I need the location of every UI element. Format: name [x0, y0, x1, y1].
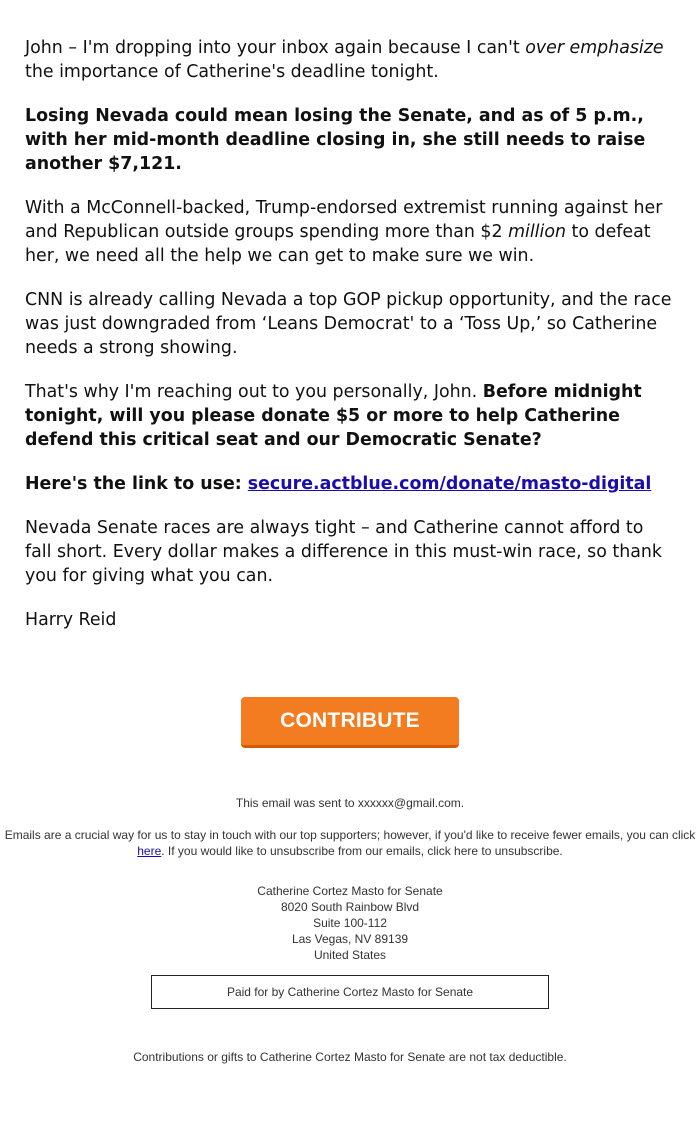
paragraph-intro: John – I'm dropping into your inbox again because I can't over emphasize the importance of Catherine's deadline tonight.: [25, 38, 664, 82]
address-line: Suite 100-112: [313, 916, 387, 930]
address-line: Las Vegas, NV 89139: [291, 932, 409, 946]
fewer-emails-link[interactable]: here: [137, 844, 162, 858]
tax-deductible-notice: Contributions or gifts to Catherine Cortez Masto for Senate are not tax deductible.: [133, 1050, 567, 1064]
paragraph-deadline: Losing Nevada could mean losing the Senate, and as of 5 p.m., with her mid-month deadline closing in, she still needs to raise another $7,121.: [25, 106, 646, 174]
paragraph-closing: Nevada Senate races are always tight – and Catherine cannot afford to fall short. Every dollar makes a difference in this must-win race, so thank you for giving what you can.: [25, 518, 662, 586]
address-line: United States: [313, 948, 387, 962]
footer-email-notice: Emails are a crucial way for us to stay in touch with our top supporters; however, if you'd like to receive fewer emails, you can click here. If you would like to unsubscribe from our emails, click here to unsubscribe.: [4, 828, 696, 858]
address-line: Catherine Cortez Masto for Senate: [257, 884, 443, 898]
paragraph-ask: That's why I'm reaching out to you personally, John. Before midnight tonight, will you please donate $5 or more to help Catherine defend this critical seat and our Democratic Senate?: [25, 382, 642, 450]
paid-for-disclaimer: Paid for by Catherine Cortez Masto for Senate: [151, 975, 549, 1009]
emphasis-text: million: [508, 222, 567, 242]
recipient-email: xxxxxx@gmail.com: [357, 796, 461, 810]
donate-link[interactable]: secure.actblue.com/donate/masto-digital: [247, 474, 652, 494]
signature: Harry Reid: [25, 610, 117, 630]
footer-address: [0, 883, 700, 963]
address-line: 8020 South Rainbow Blvd: [280, 900, 420, 914]
cta-container: [0, 697, 700, 748]
emphasis-text: over emphasize: [525, 38, 664, 58]
paragraph-opponent: With a McConnell-backed, Trump-endorsed extremist running against her and Republican outside groups spending more than $2 million to defeat her, we need all the help we can get to make sure we win.: [25, 198, 663, 266]
email-body: [25, 36, 675, 632]
contribute-button[interactable]: CONTRIBUTE: [241, 697, 459, 748]
footer-sent-to: This email was sent to xxxxxx@gmail.com.: [235, 796, 465, 810]
paragraph-cnn: CNN is already calling Nevada a top GOP pickup opportunity, and the race was just downgraded from ‘Leans Democrat' to a ‘Toss Up,’ so Catherine needs a strong showing.: [25, 290, 672, 358]
paragraph-link: Here's the link to use: secure.actblue.com/donate/masto-digital: [25, 474, 652, 494]
